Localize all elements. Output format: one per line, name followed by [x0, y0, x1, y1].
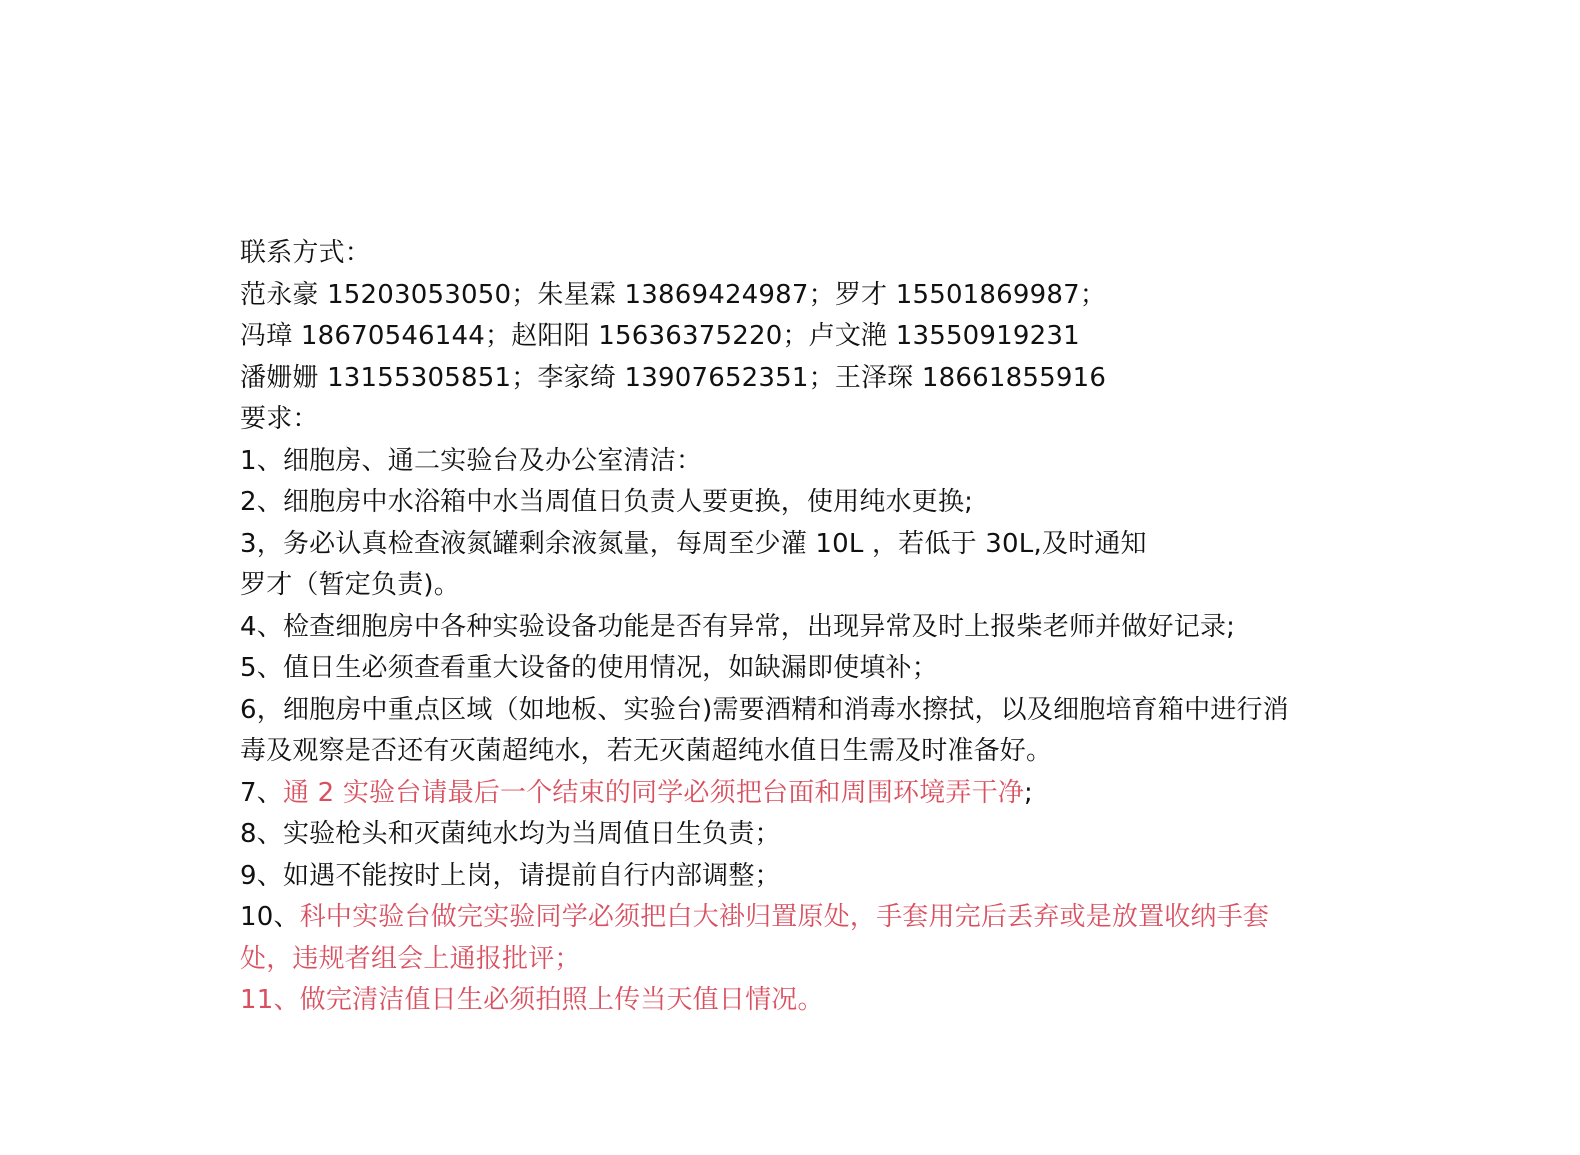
requirement-item-7-suffix: ; [1024, 777, 1033, 808]
requirement-item-7-number: 7、 [240, 777, 283, 808]
requirement-item-3-line-1: 3，务必认真检查液氮罐剩余液氮量，每周至少灌 10L ，若低于 30L,及时通知 [240, 528, 1147, 559]
requirement-item-3-line-2: 罗才（暂定负责)。 [240, 570, 460, 600]
document-body [240, 233, 1360, 1022]
requirement-item-5: 5、值日生必须查看重大设备的使用情况，如缺漏即使填补； [240, 653, 938, 683]
requirement-item-2: 2、细胞房中水浴箱中水当周值日负责人要更换，使用纯水更换; [240, 487, 974, 517]
requirement-item-10-number: 10、 [240, 902, 300, 932]
contact-row-2: 冯璋 18670546144；赵阳阳 15636375220；卢文滟 13550919231 [240, 321, 1080, 351]
requirement-item-10-highlight-1: 科中实验台做完实验同学必须把白大褂归置原处，手套用完后丢弃或是放置收纳手套 [299, 902, 1270, 932]
requirement-item-10-highlight-2: 处，违规者组会上通报批评； [240, 943, 581, 974]
requirement-item-10-line-1 [240, 897, 1360, 939]
requirement-item-7-highlight: 通 2 实验台请最后一个结束的同学必须把台面和周围环境弄干净 [282, 777, 1025, 808]
requirements-heading: 要求： [240, 404, 319, 434]
requirement-item-9: 9、如遇不能按时上岗，请提前自行内部调整； [240, 860, 781, 891]
contact-heading: 联系方式： [240, 238, 372, 268]
requirement-item-6-line-2: 毒及观察是否还有灭菌超纯水，若无灭菌超纯水值日生需及时准备好。 [240, 736, 1053, 766]
requirement-item-8: 8、实验枪头和灭菌纯水均为当周值日生负责； [240, 819, 781, 849]
requirement-item-1: 1、细胞房、通二实验台及办公室清洁： [240, 445, 703, 476]
contact-row-3: 潘姗姗 13155305851；李家绮 13907652351；王泽琛 18661855916 [240, 362, 1107, 393]
contact-row-1: 范永豪 15203053050；朱星霖 13869424987；罗才 15501869987； [240, 279, 1107, 310]
requirement-item-7 [240, 773, 1360, 815]
requirement-item-11: 11、做完清洁值日生必须拍照上传当天值日情况。 [240, 985, 824, 1015]
requirement-item-6-line-1: 6，细胞房中重点区域（如地板、实验台)需要酒精和消毒水擦拭，以及细胞培育箱中进行消 [240, 694, 1289, 725]
requirement-item-4: 4、检查细胞房中各种实验设备功能是否有异常，出现异常及时上报柴老师并做好记录; [240, 611, 1236, 642]
